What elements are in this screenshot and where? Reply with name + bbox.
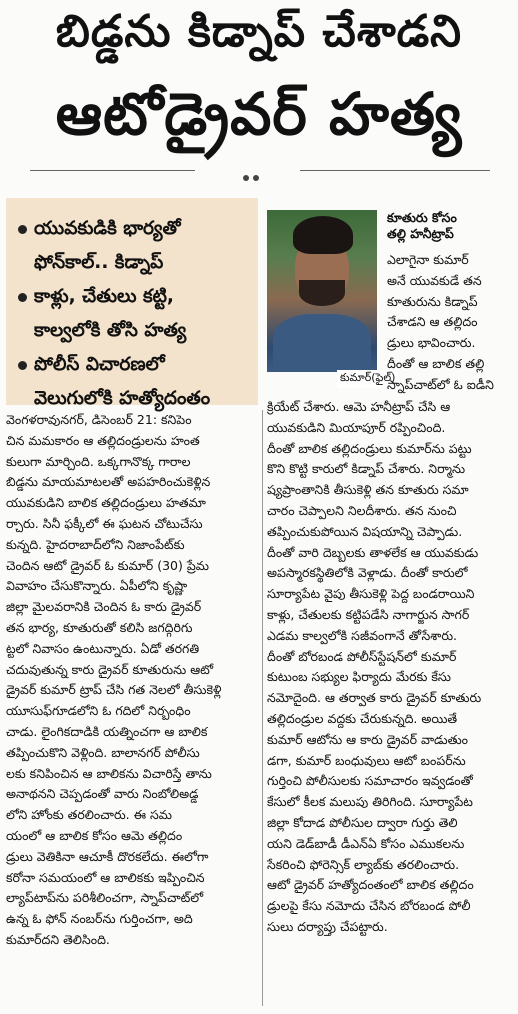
text-line: నమోదైంది. ఆ తర్వాత కారు డ్రైవర్ కూతురు <box>267 690 482 706</box>
headline-line-2: ఆటోడ్రైవర్ హత్య <box>55 80 463 148</box>
text-line: జిల్లా మైలవరానికి చెందిన ఓ కారు డ్రైవర్ <box>6 599 202 615</box>
highlight-line: కాల్వలోకి తోసి హత్య <box>34 320 187 341</box>
text-line: కున్నది. హైదరాబాద్‌లోని నిజాంపేట్‌కు <box>6 536 185 552</box>
highlight-line: యువకుడికి భార్యతో <box>34 218 181 239</box>
text-line: తప్పించుకొని వెళ్లింది. బాలానగర్ పోలీసు <box>6 744 200 760</box>
text-line: చాడు. లైంగికదాడికి యత్నించగా ఆ బాలిక <box>6 723 208 739</box>
headline-rule-left <box>30 170 195 171</box>
text-line: తన భార్య, కూతురుతో కలిసి జగద్గిరిగు <box>6 619 193 635</box>
highlights-box <box>6 198 258 409</box>
text-line: యని డెడ్‌బాడీ డీఎన్‌ఏ కోసం ఎముకలను <box>267 835 465 851</box>
bullet-icon <box>18 361 27 370</box>
text-line: సులు దర్యాప్తు చేపట్టారు. <box>267 918 388 934</box>
text-line: తల్లిదండ్రుల వద్దకు చేరుకున్నది. అయితే <box>267 710 458 726</box>
text-line: డ్రులపై కేసు నమోదు చేసిన బోరబండ పోలీ <box>267 898 471 914</box>
highlight-item <box>16 212 250 280</box>
headline-line-1: బిడ్డను కిడ్నాప్ చేశాడని <box>55 6 463 57</box>
text-line: ఎడమ కాల్వలోకి సజీవంగానే తోసేశారు. <box>267 627 458 643</box>
text-line: వెంగళరావునగర్, డిసెంబర్ 21: కనిపెం <box>6 412 192 427</box>
headline-rule-right <box>300 170 490 171</box>
highlight-item <box>16 348 250 416</box>
text-line: క్రియేట్ చేశారు. ఆమె హనీట్రాప్ చేసి ఆ <box>267 399 451 414</box>
text-line: డ్రులు వెతికినా ఆచూకీ దొరకలేదు. ఈలోగా <box>6 848 209 864</box>
victim-photo <box>267 210 377 372</box>
bullet-icon <box>18 225 27 234</box>
sidebar-heading-line: కూతురు కోసం <box>387 210 457 225</box>
text-line: బిడ్డను మాయమాటలతో అపహరించుకెళ్లిన <box>6 474 211 490</box>
text-line: డ్రైవర్ కుమార్ ట్రాప్ చేసి గత నెలలో తీసుకెళ్లి <box>6 682 222 698</box>
text-line: జిల్లా కోదాడ పోలీసుల ద్వారా గుర్తు తెలి <box>267 814 458 830</box>
text-line: స్నాప్‌చాట్‌లో ఓ ఐడీని <box>387 376 494 392</box>
highlight-line: వెలుగులోకి హత్యోదంతం <box>34 388 211 409</box>
text-line: కరోనా సమయంలో ఆ బాలికకు ఇప్పించిన <box>6 869 205 885</box>
text-line: చారం చెప్పాలని నిలదీశారు. తన నుంచి <box>267 502 457 518</box>
text-line: యూసుఫ్‌గూడలోని ఓ గదిలో నిర్బంధిం <box>6 703 191 719</box>
text-line: ల్యాప్‌టాప్‌ను పరిశీలించగా, స్నాప్‌చాట్‌లో <box>6 890 204 906</box>
text-line: దీంతో వారి దెబ్బలకు తాళలేక ఆ యువకుడు <box>267 544 479 560</box>
text-line: చేశాడని ఆ తల్లిదం <box>387 314 478 330</box>
text-line: లోని హోంకు తరలించారు. ఈ సమ <box>6 807 173 823</box>
highlight-line: కాళ్లు, చేతులు కట్టి, <box>34 286 174 307</box>
text-line: లకు కనిపించిన ఆ బాలికను విచారిస్తే తాను <box>6 765 212 781</box>
headline-separator <box>241 166 269 174</box>
text-line: కులుగా మార్చింది. ఒక్కగానొక్క గారాల <box>6 453 191 469</box>
text-line: చెందిన ఆటో డ్రైవర్ ఓ కుమార్ (30) ప్రేమ <box>6 557 209 573</box>
highlight-line: ఫోన్‌కాల్.. కిడ్నాప్ <box>34 252 164 273</box>
text-line: యంలో ఆ బాలిక కోసం ఆమె తల్లిదం <box>6 827 183 843</box>
highlight-item <box>16 280 250 348</box>
text-line: ష్యప్రాంతానికి తీసుకెళ్లి తన కూతురు సమా <box>267 482 469 498</box>
text-line: దీంతో బాలిక తల్లిదండ్రులు కుమార్‌ను పట్టు <box>267 440 472 456</box>
text-line: డ్రులు భావించారు. <box>387 335 476 351</box>
text-line: అపస్మారకస్థితిలోకి వెళ్లాడు. దీంతో కారులో <box>267 565 468 581</box>
text-line: దీంతో ఆ బాలిక తల్లి <box>387 355 485 371</box>
text-line: అనే యువకుడే తన <box>387 272 482 288</box>
text-line: ఆటో డ్రైవర్ హత్యోదంతంలో బాలిక తల్లిదం <box>267 877 474 893</box>
text-line: కాళ్లు, చేతులకు కట్టిపడేసి నాగార్జున సాగర్ <box>267 606 470 622</box>
text-line: ట్టలో నివాసం ఉంటున్నారు. ఏడో తరగతి <box>6 640 200 656</box>
photo-caption: కుమార్(ఫైల్) <box>337 370 398 388</box>
text-line: డగా, కుమార్ బంధువులు ఆటో బంపర్‌ను <box>267 752 466 768</box>
text-line: చిన మమకారం ఆ తల్లిదండ్రులను హంత <box>6 432 200 448</box>
sidebar-heading <box>387 210 457 242</box>
text-line: కుమార్ ఆటోను ఆ కారు డ్రైవర్ వాడుతుం <box>267 731 469 747</box>
text-line: కేసులో కీలక మలుపు తిరిగింది. సూర్యాపేట <box>267 794 473 810</box>
text-line: సూర్యాపేట వైపు తీసుకెళ్లి పెద్ద బండరాయిని <box>267 586 475 602</box>
text-line: కూతురును కిడ్నాప్ <box>387 293 478 309</box>
text-line: కుమార్‌దని తెలిసింది. <box>6 931 110 947</box>
column-divider <box>262 410 263 1006</box>
text-line: ఎలాగైనా కుమార్ <box>387 252 469 267</box>
text-line: యువకుడిని బాలిక తల్లిదండ్రులు హతమా <box>6 495 206 511</box>
text-line: వివాహం చేసుకొన్నారు. ఏపీలోని కృష్ణా <box>6 578 188 594</box>
text-line: చదువుతున్న కారు డ్రైవర్ కూతురును ఆటో <box>6 661 214 677</box>
text-line: సేకరించి ఫోరెన్సిక్ ల్యాబ్‌కు తరలించారు. <box>267 856 460 872</box>
main-story-text <box>6 410 258 951</box>
bullet-icon <box>18 293 27 302</box>
sidebar-full-text <box>267 397 513 938</box>
highlight-line: పోలీస్ విచారణలో <box>34 354 165 375</box>
text-line: కొని కొట్టి కారులో కిడ్నాప్ చేశారు. నిర్మాను <box>267 461 466 477</box>
text-line: ఉన్న ఓ ఫోన్ నంబర్‌ను గుర్తించగా, అది <box>6 911 193 927</box>
text-line: కుటుంబ సభ్యుల ఫిర్యాదు మేరకు కేసు <box>267 669 451 685</box>
text-line: దీంతో బోరబండ పోలీస్‌స్టేషన్‌లో కుమార్ <box>267 648 457 664</box>
text-line: అనాథనని చెప్పడంతో వారు నింబోలిఅడ్డ <box>6 786 199 802</box>
sidebar-narrow-text <box>387 250 513 396</box>
text-line: యువకుడిని మియాపూర్ రప్పించింది. <box>267 419 446 435</box>
text-line: గుర్తించి పోలీసులకు సమాచారం ఇవ్వడంతో <box>267 773 473 789</box>
text-line: తప్పించుకుపోయిన విషయాన్ని చెప్పాడు. <box>267 523 463 539</box>
text-line: ర్చారు. సినీ ఫక్కీలో ఈ ఘటన చోటుచేసు <box>6 515 203 531</box>
sidebar-heading-line: తల్లి హనీట్రాప్ <box>387 226 454 241</box>
